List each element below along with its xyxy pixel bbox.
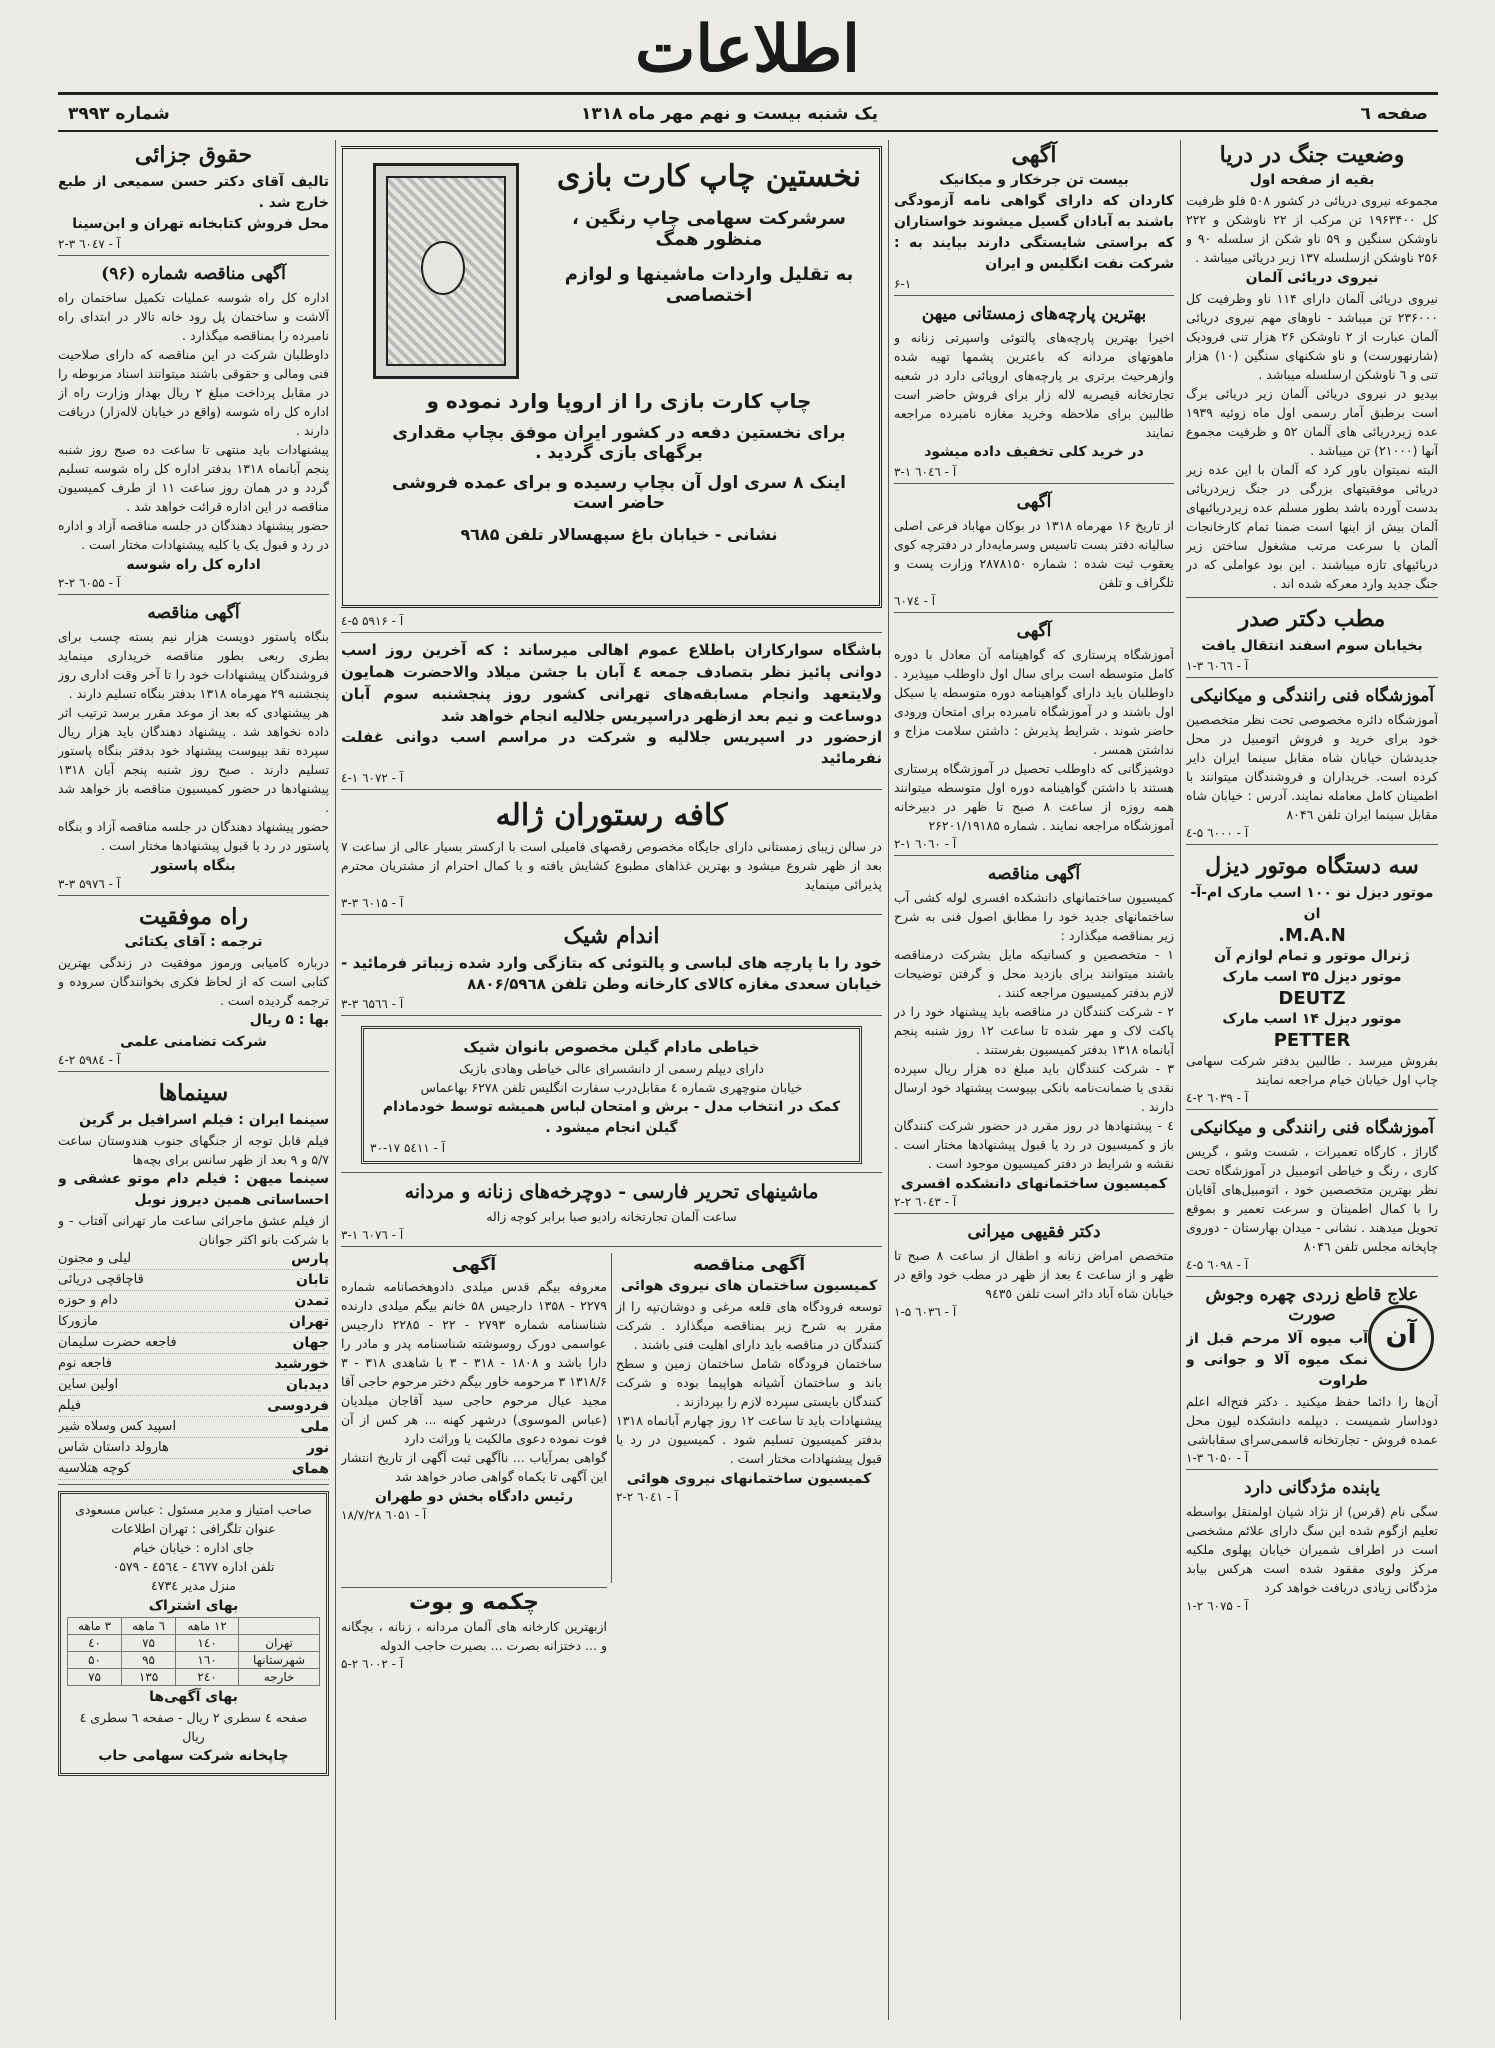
winter-fabric-ad	[894, 302, 1174, 484]
ad-text: تالیف آقای دکتر حسن سمیعی از طبع خارج شد .	[58, 174, 329, 211]
ad-title: اندام شیک	[563, 923, 660, 949]
ad-text: آموزشگاه دائره مخصوصی تحت نظر متخصصین خود برای خرید و فروش اتومبیل در محل جدیدشان خیابان شاه مقابل سینما ایران دایر کرده است. خریداران و فروشندگان میتوانند با اطمینان کامل معامله نمایند. آدرس : خیابان شاه مقابل سینما ایران تلفن ۸۰۴٦	[1186, 712, 1438, 822]
masthead	[0, 10, 1495, 90]
cinema-name: دیدبان	[286, 1377, 329, 1393]
featured-cinema: سینما ایران : فیلم اسرافیل بر گرین	[79, 1112, 329, 1128]
masthead-rule-bottom	[58, 130, 1438, 132]
ad-text: بخیابان سوم اسفند انتقال یافت	[1201, 638, 1423, 654]
cinema-row	[58, 1291, 329, 1312]
book-rah-movaffaghiat	[58, 902, 329, 1072]
ad-title: آگهی	[1016, 492, 1052, 512]
article-text: مجموعه نیروی دریائی در کشور ۵۰۸ فلو ظرفیت کل ۱۹۶۳۴۰۰ تن مرکب از ۲۲ ناوشکن و ۲۲۲ ناوشکن سنگین و ۵۹ ناو شکن از سلسله ۹۰ و ۲۵۶ ناوشکن ازسلسله ۱۳۷ زیر دریائی میباشد .	[1186, 193, 1438, 265]
ad-line: موتور دیزل ۱۴ اسب مارک	[1222, 1011, 1402, 1027]
column-divider	[335, 140, 336, 2020]
continued-note: بقیه از صفحه اول	[1249, 172, 1375, 188]
driving-school-ad	[1186, 684, 1438, 845]
legal-notice	[341, 1253, 607, 1583]
ad-code: آ - ۵۹۸٤ ۲-٤	[58, 1053, 121, 1067]
column-divider	[888, 140, 889, 2020]
subscription-cell: خارجه	[239, 1669, 320, 1686]
subscription-row	[68, 1652, 320, 1669]
ad-text: پیشنهادات باید منتهی تا ساعت ده صبح روز شنبه پنجم آبانماه ۱۳۱۸ بدفتر اداره کل راه شوسه تسلیم گردد و در همان روز ساعت ۱۱ از طرف کمیسیون مناقصه در این اداره قرائت خواهد شد .	[58, 442, 329, 514]
cinema-name: فردوسی	[267, 1398, 329, 1414]
ad-text: بفروش میرسد . طالبین بدفتر شرکت سهامی چاپ اول خیابان خیام مراجعه نمایند	[1186, 1053, 1438, 1087]
cinema-name: همای	[291, 1461, 329, 1477]
subscription-cell	[239, 1618, 320, 1635]
ad-title: آگهی مناقصه	[987, 864, 1081, 884]
ad-text: بنگاه پاستور دویست هزار نیم بسته چسب برای بطری ربعی بطور مناقصه خریداری مینماید فروشندگان پیشنهادات خود را تا آخر وقت اداری روز پنجشنبه ۲۹ مهرماه ۱۳۱۸ بدفتر بنگاه تسلیم دارند .	[58, 629, 329, 701]
subscription-row	[68, 1635, 320, 1652]
ad-title: نخستین چاپ کارت بازی	[556, 159, 862, 194]
subscription-cell: ۱٦٠	[176, 1652, 239, 1669]
subscription-cell: ۲٤٠	[176, 1669, 239, 1686]
cinema-film: هارولد داستان شاس	[58, 1440, 169, 1455]
cinema-name: تمدن	[294, 1293, 329, 1309]
featured-cinema-text: از فیلم عشق ماجرائی ساعت مار تهرانی آفتاب - و با شرکت بانو اکثر جوانان	[58, 1213, 329, 1247]
ad-line: موتور دیزل نو ۱۰۰ اسب مارک ام-آ-ان	[1190, 885, 1434, 922]
subscription-cell: ۹۵	[122, 1652, 176, 1669]
ad-title: کافه رستوران ژاله	[495, 798, 728, 833]
article-text: البته نمیتوان باور کرد که آلمان با این عده زیر دریائی موفقیتهای بزرگی در جنگ زیردریائی بدست آورده باشد بطور مسلم عده زیردریائیهای آلمان بیش از اینها است ضمنا تمام کارخانجات آلمان با سرعت مرتب مشغول ساختن زیر دریائیهای تازه میباشند . این بود عواملی که در جنگ جدید وارد معرکه شده اند .	[1186, 462, 1438, 591]
card-ad-text-block	[549, 159, 869, 306]
article-text: نیروی دریائی آلمان دارای ۱۱۴ ناو وظرفیت کل ۲۳۶۰۰۰ تن میباشد - ناوهای مهم نیروی دریائی آلمان عبارت از ۲ ناوشکن ۲۶ هزار تنی فرودیک (شارنهورست) و ناو شکنهای سنگین (۱۰) هزار تنی و ٦ ناوشکن ارسلسله میباشد .	[1186, 291, 1438, 382]
ad-title: دکتر فقیهی میرانی	[967, 1222, 1101, 1242]
subscription-row	[68, 1618, 320, 1635]
bottom-split	[341, 1253, 882, 1693]
brand-petter: PETTER	[1273, 1030, 1351, 1051]
column-divider	[1180, 140, 1181, 2020]
cinema-film: قاچاقچی دریائی	[58, 1272, 144, 1287]
dr-sadr-ad	[1186, 604, 1438, 678]
ad-code: آ - ٦٠٣٦ ۵-۱	[894, 1305, 957, 1319]
subscription-cell: ۳ ماهه	[68, 1618, 122, 1635]
ad-title: ماشینهای تحریر فارسی - دوچرخه‌های زنانه و مردانه	[404, 1181, 819, 1203]
ad-signature: بنگاه پاستور	[151, 858, 236, 874]
ad-text: ٤ - پیشنهادها در روز مقرر در حضور شرکت کنندگان باز و کمیسیون در رد یا قبول پیشنهادها مختار است . نقشه و شرایط در دفتر کمیسیون موجود است .	[894, 1118, 1174, 1171]
equestrian-club-notice	[341, 639, 882, 790]
subscription-cell: ۱۳۵	[122, 1669, 176, 1686]
skin-cure-ad	[1186, 1283, 1438, 1470]
cinema-film: کوچه هتلاسیه	[58, 1461, 131, 1476]
featured-cinema: سینما میهن : فیلم دام موتو عشقی و احساساتی همین دیروز نوبل	[58, 1171, 329, 1208]
ad-title: راه موفقیت	[139, 904, 248, 930]
featured-cinema-text: فیلم قابل توجه از جنگهای جنوب هندوستان ساعت ۵/۷ و ۹ بعد از ظهر سانس برای بچه‌ها	[58, 1133, 329, 1167]
subscription-cell: ۱٤٠	[176, 1635, 239, 1652]
cinema-row	[58, 1417, 329, 1438]
cinema-row	[58, 1249, 329, 1270]
ad-text: از تاریخ ۱۶ مهرماه ۱۳۱۸ در بوکان مهاباد فرعی اصلی سالیانه دفتر بست تاسیس وسرمایه‌دار در دفترچه کوی یعقوب ثبت شده : شماره ۲۸۷۸۱۵۰ وزارت پست و تلگراف و تلفن	[894, 518, 1174, 590]
nursing-school-ad	[894, 619, 1174, 856]
ad-text: متخصص امراض زنانه و اطفال از ساعت ۸ صبح تا ظهر و از ساعت ٤ بعد از ظهر در مطب خود واقع در خیابان شاه آباد دائر است تلفن ۹٤٣٥	[894, 1248, 1174, 1301]
issue-number: شماره ۳۹۹۳	[68, 104, 170, 124]
ad-code: آ - ٦٠٧٤	[894, 594, 936, 608]
road-tender	[58, 262, 329, 595]
ad-code: آ - ٦٠٦٦ ۳-۱	[1186, 659, 1249, 673]
ad-line: برای نخستین دفعه در کشور ایران موفق بچاپ مقداری برگهای بازی گردید .	[392, 423, 846, 463]
ad-code: آ - ۵٤١١ ۱۷-۳۰	[370, 1141, 446, 1155]
ad-text: کمک در انتخاب مدل - برش و امتحان لباس همیشه توسط خودمادام گیلن انجام میشود .	[382, 1099, 841, 1136]
ad-text: اداره کل راه شوسه عملیات تکمیل ساختمان راه آلاشت و ساختمان پل رود خانه تالار در ابتدای راه نامبرده را بمناقصه میگذارد .	[58, 290, 329, 343]
cinema-rows	[58, 1249, 329, 1480]
ad-code: آ - ٦٠٤١ ۲-۲	[616, 1490, 679, 1504]
ad-text: دارای دیپلم رسمی از دانشسرای عالی خیاطی وهادی بازیک	[459, 1061, 764, 1076]
ad-prices-text: صفحه ٤ سطری ۲ ریال - صفحه ٦ سطری ٤ ریال	[79, 1710, 308, 1744]
cinema-name: نور	[306, 1440, 329, 1456]
criminal-law-book-ad	[58, 140, 329, 256]
cinema-film: مازورکا	[58, 1314, 98, 1329]
masthead-rule-top	[58, 92, 1438, 95]
brand-man: M.A.N.	[1278, 925, 1346, 946]
ad-discount: در خرید کلی تخفیف داده میشود	[924, 444, 1144, 460]
cinema-film: اولین ساین	[58, 1377, 119, 1392]
workers-ad	[894, 140, 1174, 296]
ad-text: دوشیزگانی که داوطلب تحصیل در آموزشگاه پرستاری هستند با داشتن گواهینامه دوره اول متوسطه میتوانند همه روزه از ساعت ۸ صبح تا ظهر در دبیرخانه آموزشگاه مراجعه نمایند . شماره ۲۶۲۰۱/۱۹۱۸۵	[894, 761, 1174, 833]
cinema-name: تابان	[296, 1272, 329, 1288]
subscription-row	[68, 1669, 320, 1686]
ad-subtitle: کمیسیون ساختمان های نیروی هوائی	[620, 1278, 878, 1294]
ad-code: آ - ٦٠٧۲ ۱-٤	[341, 771, 404, 785]
subscription-table	[67, 1617, 320, 1686]
ad-signature: کمیسیون ساختمانهای دانشکده افسری	[900, 1176, 1168, 1192]
ad-text: آموزشگاه پرستاری که گواهینامه آن معادل با دوره کامل متوسطه است برای سال اول داوطلب میپذیرد . داوطلبان باید دارای گواهینامه دوره متوسطه یا سیکل اول باشند و در آموزشگاه نامبرده برای امتحان ورودی حاضر شوند . شرایط پذیرش : داشتن سلامت مزاج و نداشتن همسر .	[894, 647, 1174, 757]
cinema-film: دام و حوزه	[58, 1293, 118, 1308]
ad-signature: رئیس دادگاه بخش دو طهران	[374, 1489, 574, 1505]
cafe-jaleh-ad	[341, 796, 882, 915]
cinema-row	[58, 1396, 329, 1417]
cinema-film: فاجعه حضرت سلیمان	[58, 1335, 177, 1350]
ad-title: آموزشگاه فنی رانندگی و میکانیکی	[1189, 1118, 1435, 1138]
tailor-ad-frame	[361, 1026, 862, 1164]
ad-code: آ - ٦٠٦٠ ۱-۲	[894, 837, 957, 851]
column-1	[1186, 140, 1438, 2020]
typewriters-ad	[341, 1179, 882, 1247]
ad-text: کاردان که دارای گواهی نامه آزمودگی باشند به آبادان گسیل میشوند خواستاران که براستی شایستگی دارند بیایند به : شرکت نفت انگلیس و ایران	[894, 193, 1174, 272]
ad-prices-title: بهای آگهی‌ها	[149, 1689, 238, 1705]
ad-line: اینک ۸ سری اول آن بچاپ رسیده و برای عمده فروشی حاضر است	[392, 473, 846, 513]
cinema-name: پارس	[291, 1251, 329, 1267]
ad-price: بها : ۵ ریال	[249, 1012, 329, 1028]
cinema-row	[58, 1375, 329, 1396]
cinema-name: خورشید	[274, 1356, 329, 1372]
ad-text: پیشنهادات باید تا ساعت ۱۲ روز چهارم آبانماه ۱۳۱۸ بدفتر کمیسیون تسلیم شود . کمیسیون در رد یا قبول پیشنهادات مختار است .	[616, 1413, 882, 1466]
printer-name: چاپخانه شرکت سهامی حاب	[98, 1748, 289, 1764]
cinema-row	[58, 1333, 329, 1354]
cinema-film: فاجعه نوم	[58, 1356, 112, 1371]
ad-code: آ - ٦٠٠٠ ۵-٤	[1186, 826, 1249, 840]
ad-text: گواهی بمرآیاب ... ناآگهی ثبت آگهی از تاریخ انتشار این آگهی تا یکماه گواهی صادر خواهد شد	[341, 1450, 607, 1484]
article-subtitle: نیروی دریائی آلمان	[1245, 270, 1379, 286]
ala-logo-icon: آن	[1368, 1305, 1434, 1371]
ad-text: در سالن زیبای زمستانی دارای جایگاه مخصوص رقصهای فامیلی است با ارکستر بسیار عالی از ساعت ۷ بعد از ظهر شروع میشود و بهترین غذاهای مطبوع کشایش یافته و با کمال احترام از مشتریان محترم پذیرائی مینماید	[341, 839, 882, 892]
ad-text: آب میوه آلا مرحم قبل از نمک میوه آلا و جوانی و طراوت	[1186, 1331, 1368, 1389]
card-medallion-icon	[421, 241, 465, 295]
ad-text: حضور پیشنهاد دهندگان در جلسه مناقصه آزاد و اداره در رد و قبول یک یا کلیه پیشنهادات مختار است .	[58, 518, 329, 552]
ad-title: سه دستگاه موتور دیزل	[1205, 853, 1419, 879]
ad-text: سگی نام (قرس) از نژاد شپان اولمنقل بواسطه تعلیم ازگوم شده این سگ دارای علائم مشخصی است در اطراف شمیران خیابان پهلوی ملکیه مرکز ولوی مفقود شده است هرکس بیابد مژدگانی زیادی دریافت خواهد کرد	[1186, 1504, 1438, 1595]
cinema-film: لیلی و مجنون	[58, 1251, 132, 1266]
subscription-cell: تهران	[239, 1635, 320, 1652]
ad-text: معروفه بیگم قدس میلدی دادوهخصانامه شماره ۲۲۷۹ - ۱۳۵۸ دارجیس ۵۸ خانم بیگم میلدی دارنده شناسنامه شماره ۲۷۹۳ - ۲۲ - ۲۲۸۵ دارجیس عواسمی دورک روسوشته شناسنامه پدر و مادر را دارا باشد و ۱۸۰۸ - ۳۱۸ - ۳ با شاهدی ۳۱۸ - ۳ ۱۳۱۸/۶ ۳ مرحومه خاور بیگم دختر مرحوم حاجی آقا مجید عیال مرحوم حاجی سید آقاجان میلدیان (عباس الموسوی) درشهر کهنه ... هر کس از آن فوت نموده دعوی مالکیت یا وراثت دارد	[341, 1279, 607, 1446]
ad-text: ۲ - شرکت کنندگان در مناقصه باید پیشنهاد خود را در پاکت لاک و مهر شده تا ساعت ۱۲ روز شنبه پنجم آبانماه ۱۳۱۸ بدفتر کمیسیون بفرستند .	[894, 1004, 1174, 1057]
ad-code: آ - ٦٠۹۸ ۵-٤	[1186, 1258, 1249, 1272]
trading-notice	[894, 490, 1174, 613]
card-printing-ad	[341, 140, 882, 633]
column-3	[341, 140, 882, 2020]
cinema-row	[58, 1438, 329, 1459]
ad-code: آ - ٦٠۵۵ ۲-۲	[58, 576, 121, 590]
column-2	[894, 140, 1174, 2020]
ad-text: ساعت آلمان تجارتخانه رادیو صبا برابر کوچه زاله	[486, 1209, 737, 1224]
ad-code: آ - ٦٠۵۰ ۳-۱	[1186, 1451, 1249, 1465]
reward-ad	[1186, 1476, 1438, 1617]
publisher-line: تلفن اداره ٤٦٧٧ - ٤۵٦٤ - ۰۵٧٩	[112, 1559, 275, 1574]
subscription-title: بهای اشتراک	[148, 1598, 239, 1614]
card-ad-frame	[341, 146, 882, 608]
cinema-listings	[58, 1078, 329, 1485]
playing-card-image	[373, 163, 519, 379]
subscription-cell: ٦ ماهه	[122, 1618, 176, 1635]
ad-title: آگهی	[1011, 142, 1057, 168]
chic-figure-ad	[341, 921, 882, 1016]
subscription-cell: ٧۵	[68, 1669, 122, 1686]
column-4	[58, 140, 329, 2020]
ad-text: محل فروش کتابخانه تهران و ابن‌سینا	[72, 216, 329, 232]
cinema-film: فیلم	[58, 1398, 82, 1413]
ad-signature: کمیسیون ساختمانهای نیروی هوائی	[626, 1471, 872, 1487]
subscription-cell: شهرستانها	[239, 1652, 320, 1669]
ad-code: آ - ٦٠٤٧ ۳-۲	[58, 237, 121, 251]
ad-text: داوطلبان شرکت در این مناقصه که دارای صلاحیت فنی ومالی و حقوقی باشند میتوانند اسناد مربوطه را در مقابل پرداخت مبلغ ۲ ریال بهدار وزارت راه از اداره کل راه شوسه (واقع در خیابان لاله‌زار) دریافت دارند .	[58, 347, 329, 438]
ad-text: هر پیشنهادی که بعد از موعد مقرر برسد ترتیب اثر داده نخواهد شد . پیشنهاد دهندگان باید هزار ریال سپرده نقد بپیوست پیشنهاد خود بدفتر بنگاه پاستور تسلیم دارند . صبح روز شنبه پنجم آبان ۱۳۱۸ پیشنهادها در حضور کمیسیون مناقصه باز خواهد شد .	[58, 705, 329, 815]
diesel-engine-ad	[1186, 851, 1438, 1110]
ad-code: آ - ٦٠٠۲ ۲-۵	[341, 1657, 404, 1671]
issue-date: یک شنبه بیست و نهم مهر ماه ۱۳۱۸	[580, 104, 878, 124]
ad-title: آگهی مناقصه	[692, 1255, 806, 1275]
ad-title: مطب دکتر صدر	[1238, 606, 1386, 632]
ad-title: حقوق جزائی	[134, 142, 253, 168]
ad-text: خود را با پارچه های لباسی و پالتوئی که بتازگی وارد شده زیباتر فرمائید - خیابان سعدی مغازه کالای کارخانه وطن تلفن ۸۸۰۶/۵۹٦۸	[341, 954, 882, 993]
article-text: بیدیو در نیروی دریائی آلمان زیر دریائی برگ است برطبق آمار رسمی اول ماه زوئیه ۱۹۳۹ عده زیردریائی های آلمان ۵۲ و ظرفیت مجموع آنها (۲۱۰۰۰) تن میباشد .	[1186, 386, 1438, 458]
page-number: صفحه ٦	[1360, 104, 1428, 124]
driving-school-ad-2	[1186, 1116, 1438, 1277]
ad-signature: اداره کل راه شوسه	[126, 557, 261, 573]
ad-title: بهترین پارچه‌های زمستانی میهن	[921, 304, 1147, 324]
ad-address: نشانی - خیابان باغ سپهسالار تلفن ۹٦۸۵	[460, 525, 778, 544]
ad-title: آگهی مناقصه	[147, 603, 240, 623]
ad-text: ساختمان فرودگاه شامل ساختمان زمین و سطح باند و ساختمان آشیانه هواپیما بوده و شرکت کنندگان بایستی سپرده لازم را بپردازند .	[616, 1356, 882, 1409]
boots-ad	[341, 1587, 607, 1688]
subscription-cell: ۱۲ ماهه	[176, 1618, 239, 1635]
air-force-tender	[611, 1253, 882, 1583]
cinema-film: اسپید کس وسلاه شیر	[58, 1419, 177, 1434]
ad-code: آ - ۵۹۷٦ ۳-۳	[58, 877, 121, 891]
newspaper-title: اطلاعات	[635, 12, 860, 87]
ad-title: چکمه و بوت	[409, 1590, 539, 1615]
section-title: سینماها	[158, 1080, 229, 1106]
ad-line: سرشرکت سهامی چاپ رنگین ، منظور همگ	[572, 208, 846, 250]
cinema-name: تهران	[289, 1314, 329, 1330]
cinema-row	[58, 1459, 329, 1480]
ad-subtitle: ترجمه : آقای یکتائی	[124, 934, 263, 950]
ad-line: چاپ کارت بازی را از اروپا وارد نموده و	[426, 389, 812, 413]
ad-text: اخیرا بهترین پارچه‌های پالتوئی واسپرتی زنانه و ماهوتهای مردانه که باعترین پشمها تهیه شده وازهرحیث برتری بر پارچه‌های اروپائی دارد در شعبه تجارتخانه قیصریه لاله زار برای فروش حاضر است طالبین برای ملاحظه وخرید مغازه نامبرده مراجعه نمایند	[894, 330, 1174, 440]
ad-title: آگهی	[1016, 621, 1052, 641]
notice-text: باشگاه سوارکاران باطلاع عموم اهالی میرساند : که آخرین روز اسب دوانی پائیز نظر بتصادف جمعه ٤ آبان با جشن میلاد والاحضرت همایون ولایتعهد وانجام مسابقه‌های تهرانی کشور روز پنجشنبه سوم آبان دوساعت و نیم بعد ازظهر دراسپریس جلالیه انجام خواهد شد	[341, 641, 882, 725]
pasteur-tender	[58, 601, 329, 896]
notice-text: ازحضور در اسپریس جلالیه و شرکت در مراسم اسب دوانی غفلت نفرمائید	[341, 728, 882, 767]
ad-code: آ - ٦٠٧٦ ۱-۳	[341, 1228, 404, 1242]
ad-title: آگهی	[451, 1255, 497, 1275]
ad-code: آ - ٦٠۳۹ ۲-٤	[1186, 1091, 1249, 1105]
naval-war-article	[1186, 140, 1438, 598]
ad-line: موتور دیزل ۳۵ اسب مارک	[1222, 969, 1402, 985]
ad-text: ۳ - شرکت کنندگان باید مبلغ ده هزار ریال سپرده نقدی یا ضمانت‌نامه بانکی بپیوست پیشنهاد خود ارسال دارند .	[894, 1061, 1174, 1114]
ad-text: کمیسیون ساختمانهای دانشکده افسری لوله کشی آب ساختمانهای جدید خود را مطابق اصول فنی به شرح زیر بمناقصه میگذارد :	[894, 890, 1174, 943]
subscription-cell: ۵۰	[68, 1652, 122, 1669]
article-title: وضعیت جنگ در دریا	[1219, 142, 1405, 168]
ad-text: ازبهترین کارخانه های آلمان مردانه ، زنانه ، بچگانه و ... دختزانه بصرت ... بصیرت حاجب الدوله	[341, 1619, 607, 1653]
ad-line: ژنرال موتور و تمام لوازم آن	[1214, 948, 1410, 964]
ad-code: آ - ٦۵٦٦ ۳-۳	[341, 997, 404, 1011]
ad-subtitle: بیست تن جرخکار و میکانیک	[939, 172, 1129, 188]
cinema-name: جهان	[292, 1335, 329, 1351]
ad-code: آ - ۵۹۱۶ ۵-٤	[341, 614, 404, 628]
subscription-cell: ٤٠	[68, 1635, 122, 1652]
ad-code: آ - ٦٠۵١ ۱۸/۷/۲۸	[341, 1508, 427, 1522]
ad-text: حضور پیشنهاد دهندگان در جلسه مناقصه آزاد و بنگاه پاستور در رد یا قبول پیشنهادها مختار است .	[58, 819, 329, 853]
publisher-line: صاحب امتیاز و مدیر مسئول : عباس مسعودی	[75, 1502, 312, 1517]
subscription-cell: ٧۵	[122, 1635, 176, 1652]
ad-title: یابنده مژدگانی دارد	[1244, 1478, 1380, 1498]
cinema-row	[58, 1312, 329, 1333]
ad-text: توسعه فرودگاه های قلعه مرغی و دوشان‌تپه را از مقرر به شرح زیر بمناقصه میگذارد . شرکت کنندگان در مناقصه باید دارای اهلیت فنی باشند .	[616, 1299, 882, 1352]
ad-title: خیاطی مادام گیلن مخصوص بانوان شیک	[463, 1038, 760, 1056]
officer-college-tender	[894, 862, 1174, 1214]
ad-text: درباره کامیابی ورموز موفقیت در زندگی بهترین کتابی است که از لحاظ فکری بخوانندگان سروده و ترجمه گردیده است .	[58, 955, 329, 1008]
ad-text: ۱ - متخصصین و کسانیکه مایل بشرکت درمناقصه باشند میتوانند برای بازدید محل و گرفتن توضیحات لازم بدفتر کمیسیون مراجعه کنند .	[894, 947, 1174, 1000]
cinema-row	[58, 1354, 329, 1375]
publisher-box	[58, 1491, 329, 1776]
ad-title: آموزشگاه فنی رانندگی و میکانیکی	[1189, 686, 1435, 706]
brand-deutz: DEUTZ	[1278, 988, 1346, 1009]
ad-text: آن‌ها را دائما حفظ میکنید . دکتر فتح‌اله اعلم دوداسار شمیست . دیپلمه دانشکده لیون محل عمده فروش - تجارتخانه قاسمی‌سرای سقاباشی	[1186, 1394, 1438, 1447]
ad-code: ۶-۱	[894, 277, 912, 291]
ad-code: آ - ٦٠٤٦ ۱-۳	[894, 465, 957, 479]
ad-signature: شرکت تضامنی علمی	[120, 1034, 267, 1050]
publisher-line: عنوان تلگرافی : تهران اطلاعات	[111, 1521, 276, 1536]
ad-code: آ - ٦٠١۵ ۳-۳	[341, 896, 404, 910]
ad-code: آ - ٦٠٤۳ ۲-۲	[894, 1195, 957, 1209]
ad-text: گاراژ ، کارگاه تعمیرات ، شست وشو ، گریس کاری ، رنگ و خیاطی اتومبیل در آموزشگاه تحت نظر بهترین متخصصین خود ، اتومبیل‌های آقایان را با کمال اطمینان و سرعت تعمیر و بموقع تحویل میدهند . نشانی - میدان بهارستان - دوروی چاپخانه مجلس تلفن ۸۰۴٦	[1186, 1144, 1438, 1254]
cinema-name: ملی	[300, 1419, 329, 1435]
ad-title: آگهی مناقصه شماره (۹۶)	[101, 264, 286, 284]
dateline	[58, 100, 1438, 130]
publisher-line: جای اداره : خیابان خیام	[132, 1540, 255, 1555]
card-ad-text-block-2	[369, 389, 869, 544]
cinema-row	[58, 1270, 329, 1291]
ad-text: خیابان منوچهری شماره ٤ مقابل‌درب سفارت انگلیس تلفن ۶۲۷۸ بهاعماس	[420, 1080, 803, 1095]
ad-code: آ - ٦٠٧۵ ۲-۱	[1186, 1599, 1249, 1613]
publisher-line: منزل مدیر ٤٧٣٤	[151, 1578, 236, 1593]
ad-line: به تقلیل واردات ماشینها و لوازم اختصاصی	[564, 264, 854, 306]
tailor-ad	[341, 1022, 882, 1173]
dr-faghihi-ad	[894, 1220, 1174, 1323]
ad-title: علاج قاطع زردی چهره وجوش صورت	[1205, 1285, 1419, 1325]
